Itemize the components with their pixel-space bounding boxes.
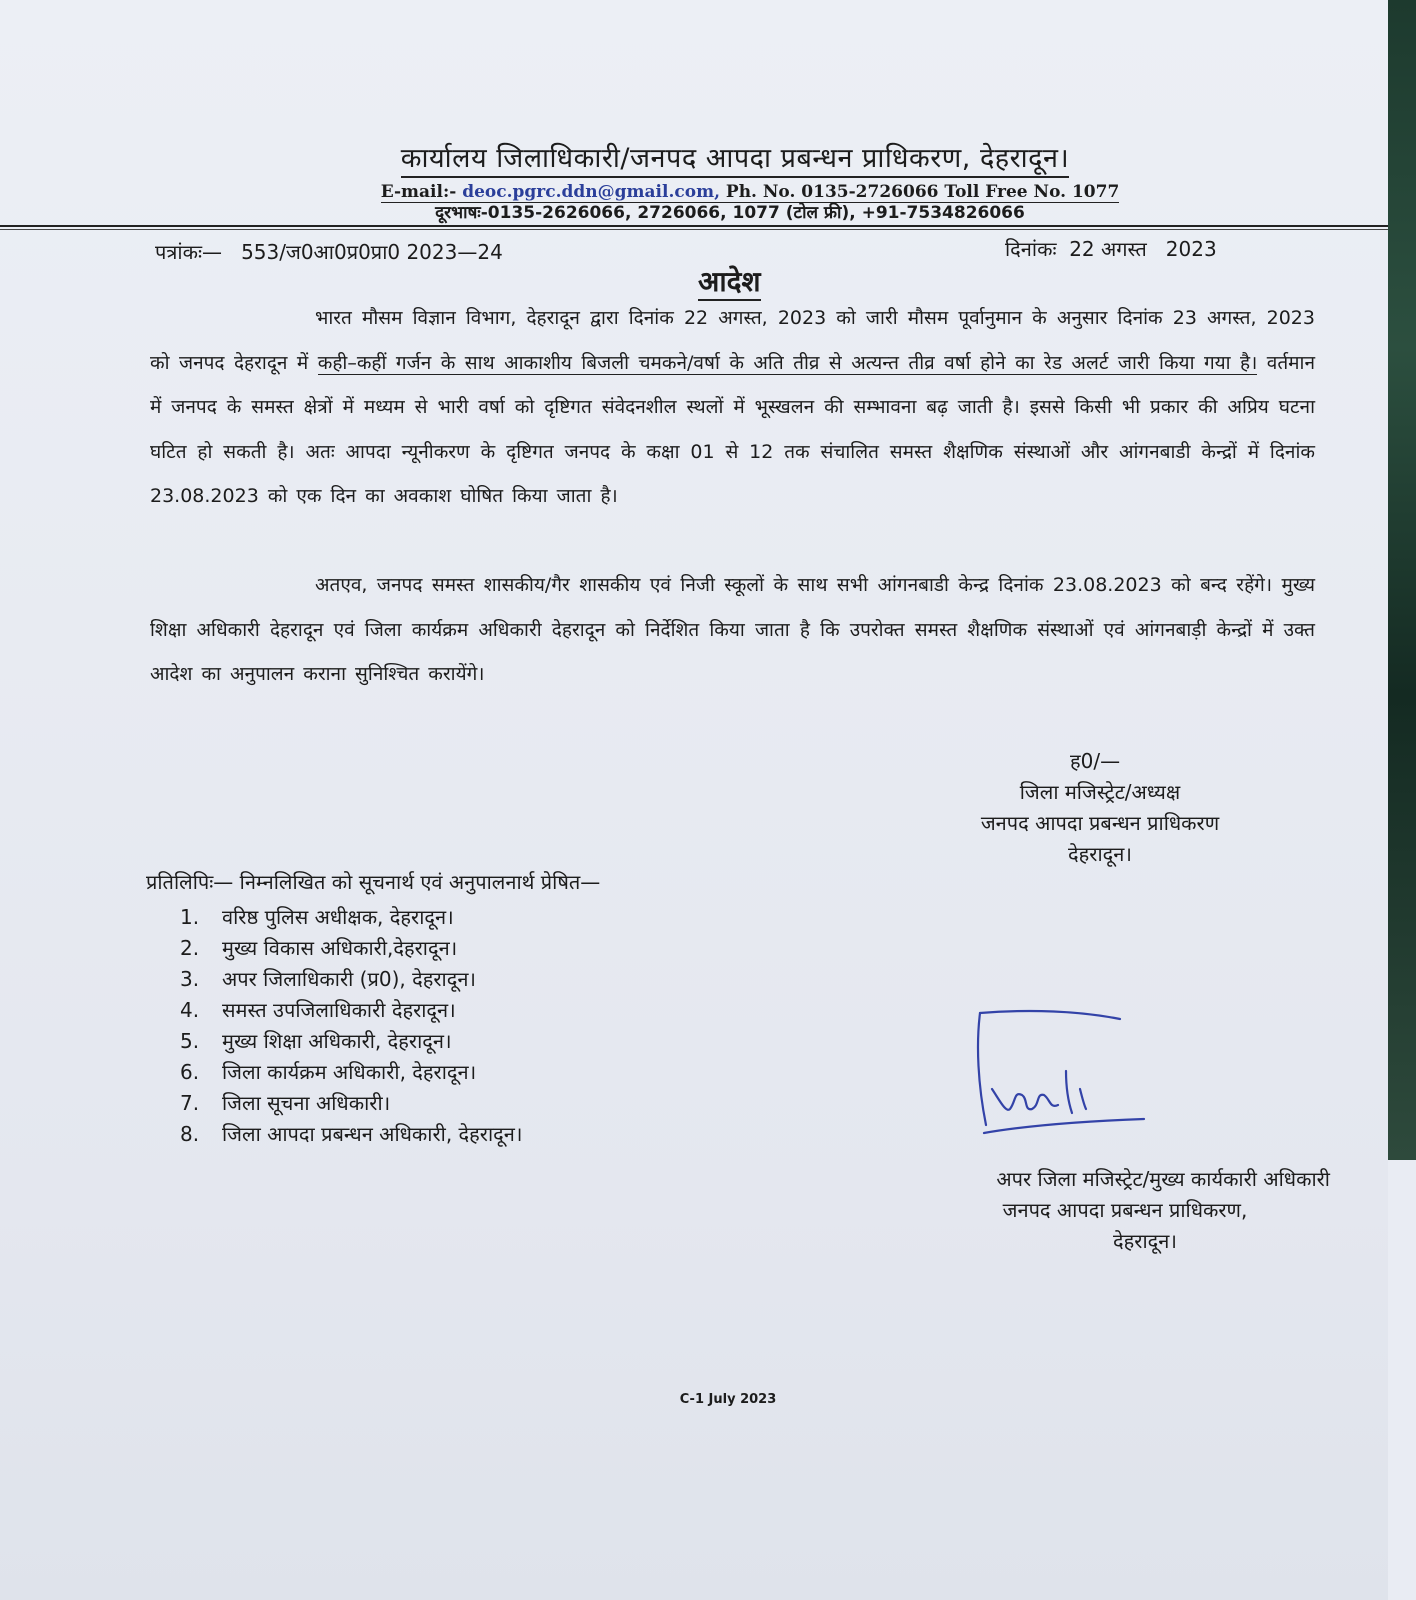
list-item: 3. अपर जिलाधिकारी (प्र0), देहरादून। — [180, 967, 476, 991]
copy-to-list — [180, 902, 522, 1150]
footer-note: C-1 July 2023 — [679, 1392, 777, 1407]
telephone-line: दूरभाषः-0135-2626066, 2726066, 1077 (टोल फ्री), +91-7534826066 — [435, 203, 1025, 223]
handwritten-signature — [970, 1005, 1160, 1165]
list-item: 5. मुख्य शिक्षा अधिकारी, देहरादून। — [180, 1029, 452, 1053]
signatory-2-designation: अपर जिला मजिस्ट्रेट/मुख्य कार्यकारी अधिकारी — [996, 1167, 1330, 1191]
list-item: 8. जिला आपदा प्रबन्धन अधिकारी, देहरादून। — [180, 1122, 523, 1146]
list-item: 6. जिला कार्यक्रम अधिकारी, देहरादून। — [180, 1060, 477, 1084]
signatory-1-designation: जिला मजिस्ट्रेट/अध्यक्ष — [1019, 780, 1181, 804]
signatory-2-authority: जनपद आपदा प्रबन्धन प्राधिकरण, — [1002, 1198, 1248, 1222]
background-edge-lower — [1388, 1160, 1416, 1600]
list-item: 2. मुख्य विकास अधिकारी,देहरादून। — [180, 936, 458, 960]
office-title: कार्यालय जिलाधिकारी/जनपद आपदा प्रबन्धन प्राधिकरण, देहरादून। — [0, 138, 1416, 175]
signatory-1-authority: जनपद आपदा प्रबन्धन प्राधिकरण — [980, 811, 1220, 835]
copy-to-heading: प्रतिलिपिः— निम्नलिखित को सूचनार्थ एवं अनुपालनार्थ प्रेषित— — [146, 870, 601, 894]
email-label: E-mail:- — [380, 182, 457, 202]
signatory-2-place: देहरादून। — [1113, 1229, 1177, 1253]
list-item: 1. वरिष्ठ पुलिस अधीक्षक, देहरादून। — [180, 905, 454, 929]
reference-number: पत्रांकः— 553/ज0आ0प्र0प्रा0 2023—24 — [155, 240, 503, 264]
red-alert-text: कही–कहीं गर्जन के साथ आकाशीय बिजली चमकने/वर्षा के अति तीव्र से अत्यन्त तीव्र वर्षा होने का रेड अलर्ट जारी किया गया है। — [317, 351, 1258, 374]
header-rule — [0, 225, 1388, 227]
phone-info: Ph. No. 0135-2726066 Toll Free No. 1077 — [725, 182, 1120, 202]
order-title: आदेश — [698, 265, 761, 301]
header-rule-thin — [0, 229, 1388, 230]
signatory-1 — [950, 746, 1250, 870]
paragraph-2: अतएव, जनपद समस्त शासकीय/गैर शासकीय एवं निजी स्कूलों के साथ सभी आंगनबाडी केन्द्र दिनांक 23.08.2023 को बन्द रहेंगे। मुख्य शिक्षा अधिकारी देहरादून एवं जिला कार्यक्रम अधिकारी देहरादून को निर्देशित किया जाता है कि उपरोक्त समस्त शैक्षणिक संस्थाओं एवं आंगनबाड़ी केन्द्रों में उक्त आदेश का अनुपालन कराना सुनिश्चित करायेंगे। — [150, 574, 1315, 685]
signatory-1-place: देहरादून। — [1068, 842, 1132, 866]
list-item: 4. समस्त उपजिलाधिकारी देहरादून। — [180, 998, 456, 1022]
contact-line — [0, 182, 1416, 202]
order-date: दिनांकः 22 अगस्त 2023 — [1005, 237, 1217, 261]
paragraph-1: भारत मौसम विज्ञान विभाग, देहरादून द्वारा दिनांक 22 अगस्त, 2023 को जारी मौसम पूर्वानुमान के अनुसार दिनांक 23 अगस्त, 2023 को जनपद देहरादून में कही–कहीं गर्जन के साथ आकाशीय बिजली चमकने/वर्षा के अति तीव्र से अत्यन्त तीव्र वर्षा होने का रेड अलर्ट जारी किया गया है। वर्तमान में जनपद के समस्त क्षेत्रों में मध्यम से भारी वर्षा को दृष्टिगत संवेदनशील स्थलों में भूस्खलन की सम्भावना बढ़ जाती है। इससे किसी भी प्रकार की अप्रिय घटना घटित हो सकती है। अतः आपदा न्यूनीकरण के दृष्टिगत जनपद के कक्षा 01 से 12 तक संचालित समस्त शैक्षणिक संस्थाओं और आंगनबाडी केन्द्रों में दिनांक 23.08.2023 को एक दिन का अवकाश घोषित किया जाता है। — [150, 307, 1316, 507]
signed-mark: ह0/— — [1070, 749, 1121, 773]
list-item: 7. जिला सूचना अधिकारी। — [180, 1091, 391, 1115]
signatory-2 — [840, 1164, 1330, 1257]
email-address: deoc.pgrc.ddn@gmail.com, — [462, 182, 720, 202]
